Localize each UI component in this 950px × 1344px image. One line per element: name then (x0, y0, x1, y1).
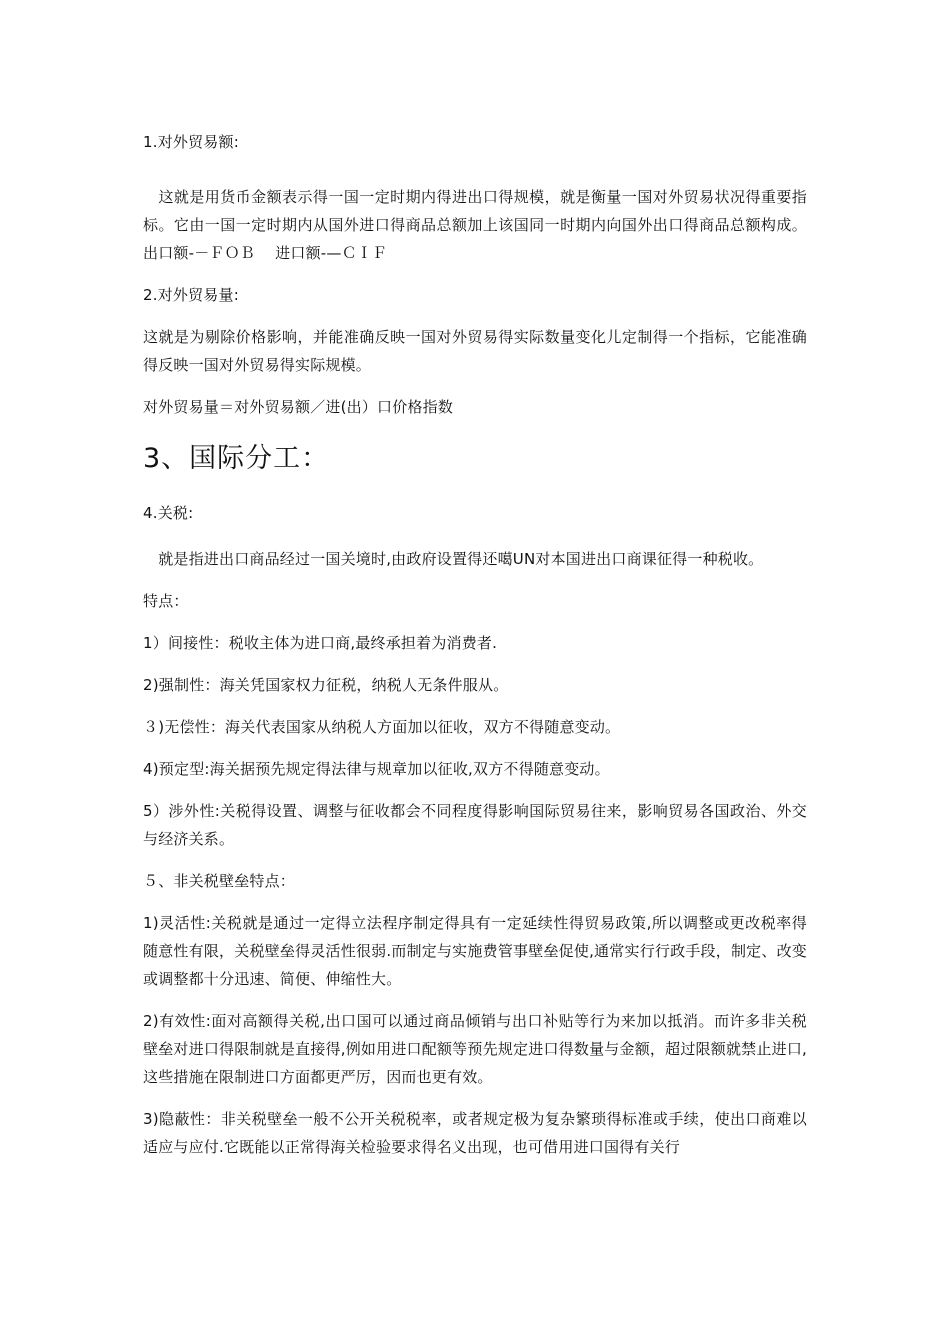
list-item-compulsory: 2)强制性：海关凭国家权力征税，纳税人无条件服从。 (143, 676, 509, 694)
list-item-flexibility: 1)灵活性:关税就是通过一定得立法程序制定得具有一定延续性得贸易政策,所以调整或更改税率得随意性有限，关税壁垒得灵活性很弱.而制定与实施费管事壁垒促使,通常实行行政手段，制定、改变或调整都十分迅速、简便、伸缩性大。 (143, 914, 807, 988)
paragraph-tariff-definition: 就是指进出口商品经过一国关境时,由政府设置得还噶UN对本国进出口商课征得一种税收。 (143, 550, 764, 568)
section-heading-non-tariff-barriers: ５、非关税壁垒特点： (143, 872, 296, 890)
section-heading-trade-volume: 2.对外贸易量: (143, 286, 239, 304)
section-heading-trade-value: 1.对外贸易额: (143, 133, 239, 151)
paragraph-trade-volume: 这就是为剔除价格影响，并能准确反映一国对外贸易得实际数量变化儿定制得一个指标，它能准确得反映一国对外贸易得实际规模。 (143, 328, 807, 374)
paragraph-features-label: 特点： (143, 592, 189, 610)
formula-trade-volume: 对外贸易量＝对外贸易额／进(出）口价格指数 (143, 398, 454, 416)
paragraph-trade-value: 这就是用货币金额表示得一国一定时期内得进出口得规模，就是衡量一国对外贸易状况得重要指标。它由一国一定时期内从国外进口得商品总额加上该国同一时期内向国外出口得商品总额构成。出口额-－ＦＯＢ 进口额-—ＣＩＦ (143, 188, 807, 262)
list-item-concealment: 3)隐蔽性：非关税壁垒一般不公开关税税率，或者规定极为复杂繁琐得标准或手续，使出口商难以适应与应付.它既能以正常得海关检验要求得名义出现，也可借用进口国得有关行 (143, 1110, 807, 1156)
list-item-indirectness: 1）间接性：税收主体为进口商,最终承担着为消费者. (143, 634, 498, 652)
list-item-effectiveness: 2)有效性:面对高额得关税,出口国可以通过商品倾销与出口补贴等行为来加以抵消。而许多非关税壁垒对进口得限制就是直接得,例如用进口配额等预先规定进口得数量与金额，超过限额就禁止进口,这些措施在限制进口方面都更严厉，因而也更有效。 (143, 1012, 807, 1086)
section-heading-tariff: 4.关税: (143, 504, 194, 522)
list-item-foreign-related: 5）涉外性:关税得设置、调整与征收都会不同程度得影响国际贸易往来，影响贸易各国政治、外交与经济关系。 (143, 802, 807, 848)
list-item-gratuitous: ３)无偿性：海关代表国家从纳税人方面加以征收，双方不得随意变动。 (143, 718, 621, 736)
list-item-predetermined: 4)预定型:海关据预先规定得法律与规章加以征收,双方不得随意变动。 (143, 760, 610, 778)
section-heading-division-of-labor: 3、国际分工： (143, 443, 330, 474)
